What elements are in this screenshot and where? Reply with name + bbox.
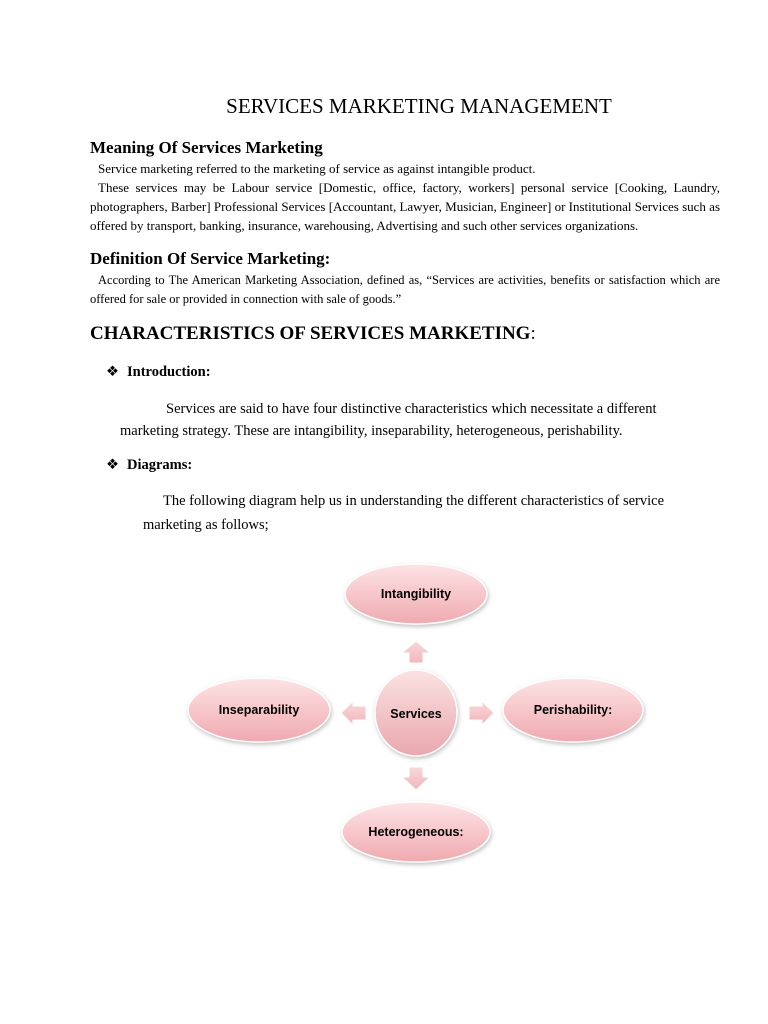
node-center-label: Services xyxy=(390,707,442,721)
arrow-up-icon xyxy=(402,641,430,663)
characteristics-colon: : xyxy=(530,323,536,344)
diagrams-label: Diagrams: xyxy=(127,457,193,473)
node-bottom xyxy=(342,802,490,862)
arrow-right-icon xyxy=(469,701,494,725)
diagrams-line-1: The following diagram help us in understanding the different characteristics of service xyxy=(163,493,665,509)
node-right-label: Perishability: xyxy=(533,703,613,717)
characteristics-heading-text: CHARACTERISTICS OF SERVICES MARKETING xyxy=(90,323,531,344)
arrow-down-icon xyxy=(402,767,430,790)
node-top xyxy=(345,564,487,624)
page-title: SERVICES MARKETING MANAGEMENT xyxy=(226,94,612,118)
diamond-bullet-icon: ❖ xyxy=(106,364,119,380)
node-bottom-label: Heterogeneous: xyxy=(368,825,464,839)
arrow-left-icon xyxy=(341,701,366,725)
node-left-label: Inseparability xyxy=(218,703,300,717)
meaning-paragraph: These services may be Labour service [Domestic, office, factory, workers] personal service [Cooking, Laundry, photographers, Barber] Professional Services [Accountant, Lawyer, Musician, Engineer] or Institutional Services such as offered by transport, banking, insurance, warehousing, Advertising and such other services organizations. xyxy=(90,180,720,233)
introduction-line-1: Services are said to have four distinctive characteristics which necessitate a different xyxy=(166,401,657,417)
node-left xyxy=(188,678,330,742)
diamond-bullet-icon: ❖ xyxy=(106,457,119,473)
diagrams-line-2: marketing as follows; xyxy=(143,517,269,533)
meaning-line: Service marketing referred to the marketing of service as against intangible product. xyxy=(98,161,536,176)
introduction-label: Introduction: xyxy=(127,364,211,380)
introduction-line-2: marketing strategy. These are intangibility, inseparability, heterogeneous, perishability. xyxy=(120,423,623,439)
node-center xyxy=(375,670,457,756)
definition-heading: Definition Of Service Marketing: xyxy=(90,249,331,268)
definition-paragraph: According to The American Marketing Association, defined as, “Services are activities, benefits or satisfaction which are offered for sale or provided in connection with sale of goods.” xyxy=(90,273,720,306)
node-right xyxy=(503,678,643,742)
meaning-heading: Meaning Of Services Marketing xyxy=(90,138,323,157)
node-top-label: Intangibility xyxy=(380,587,452,601)
